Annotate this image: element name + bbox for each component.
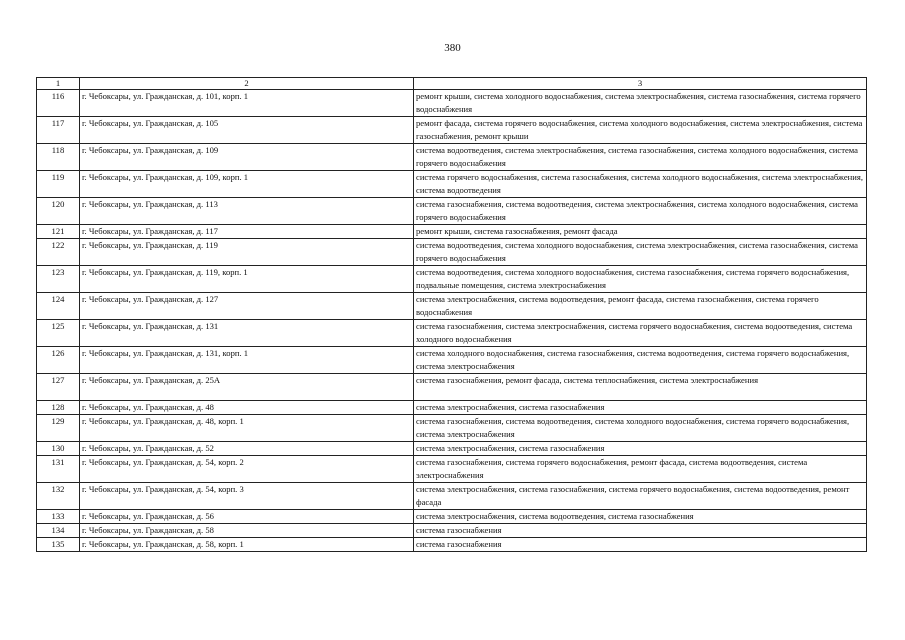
row-number-cell: 132 (37, 483, 80, 510)
row-number-cell: 116 (37, 90, 80, 117)
row-number-cell: 119 (37, 171, 80, 198)
address-cell: г. Чебоксары, ул. Гражданская, д. 117 (80, 225, 414, 239)
works-cell: система водоотведения, система электроснабжения, система газоснабжения, система холодного водоснабжения, система горячего водоснабжения (414, 144, 867, 171)
address-cell: г. Чебоксары, ул. Гражданская, д. 109, корп. 1 (80, 171, 414, 198)
table-row (37, 320, 867, 347)
table-row (37, 144, 867, 171)
column-header-number: 1 (37, 78, 80, 90)
table-row (37, 524, 867, 538)
works-cell: система газоснабжения, система горячего водоснабжения, ремонт фасада, система водоотведения, система электроснабжения (414, 456, 867, 483)
address-cell: г. Чебоксары, ул. Гражданская, д. 52 (80, 442, 414, 456)
address-cell: г. Чебоксары, ул. Гражданская, д. 54, корп. 2 (80, 456, 414, 483)
works-cell: система электроснабжения, система водоотведения, ремонт фасада, система газоснабжения, система горячего водоснабжения (414, 293, 867, 320)
table-row (37, 293, 867, 320)
address-cell: г. Чебоксары, ул. Гражданская, д. 119, корп. 1 (80, 266, 414, 293)
works-cell: система водоотведения, система холодного водоснабжения, система газоснабжения, система горячего водоснабжения, подвальные помещения, система электроснабжения (414, 266, 867, 293)
works-cell: система водоотведения, система холодного водоснабжения, система электроснабжения, система газоснабжения, система горячего водоснабжения (414, 239, 867, 266)
row-number-cell: 122 (37, 239, 80, 266)
row-number-cell: 126 (37, 347, 80, 374)
table-row (37, 90, 867, 117)
address-cell: г. Чебоксары, ул. Гражданская, д. 101, корп. 1 (80, 90, 414, 117)
table-row (37, 442, 867, 456)
works-cell: ремонт фасада, система горячего водоснабжения, система холодного водоснабжения, система электроснабжения, система газоснабжения, ремонт крыши (414, 117, 867, 144)
table-row (37, 171, 867, 198)
address-cell: г. Чебоксары, ул. Гражданская, д. 131 (80, 320, 414, 347)
table-row (37, 538, 867, 552)
table-row (37, 266, 867, 293)
works-cell: система газоснабжения, система водоотведения, система электроснабжения, система холодного водоснабжения, система горячего водоснабжения (414, 198, 867, 225)
works-cell: система горячего водоснабжения, система газоснабжения, система холодного водоснабжения, система электроснабжения, система водоотведения (414, 171, 867, 198)
address-cell: г. Чебоксары, ул. Гражданская, д. 54, корп. 3 (80, 483, 414, 510)
address-cell: г. Чебоксары, ул. Гражданская, д. 48 (80, 401, 414, 415)
address-cell: г. Чебоксары, ул. Гражданская, д. 25А (80, 374, 414, 401)
address-cell: г. Чебоксары, ул. Гражданская, д. 58, корп. 1 (80, 538, 414, 552)
row-number-cell: 128 (37, 401, 80, 415)
column-header-works: 3 (414, 78, 867, 90)
works-table (36, 77, 867, 552)
table-row (37, 510, 867, 524)
table-row (37, 456, 867, 483)
row-number-cell: 129 (37, 415, 80, 442)
row-number-cell: 130 (37, 442, 80, 456)
table-row (37, 415, 867, 442)
row-number-cell: 127 (37, 374, 80, 401)
table-row (37, 198, 867, 225)
row-number-cell: 131 (37, 456, 80, 483)
row-number-cell: 121 (37, 225, 80, 239)
row-number-cell: 133 (37, 510, 80, 524)
table-row (37, 401, 867, 415)
table-row (37, 483, 867, 510)
row-number-cell: 117 (37, 117, 80, 144)
column-header-address: 2 (80, 78, 414, 90)
table-row (37, 374, 867, 401)
works-cell: система холодного водоснабжения, система газоснабжения, система водоотведения, система горячего водоснабжения, система электроснабжения (414, 347, 867, 374)
works-cell: система газоснабжения, ремонт фасада, система теплоснабжения, система электроснабжения (414, 374, 867, 401)
works-cell: ремонт крыши, система холодного водоснабжения, система электроснабжения, система газоснабжения, система горячего водоснабжения (414, 90, 867, 117)
works-cell: система газоснабжения, система электроснабжения, система горячего водоснабжения, система водоотведения, система холодного водоснабжения (414, 320, 867, 347)
row-number-cell: 118 (37, 144, 80, 171)
address-cell: г. Чебоксары, ул. Гражданская, д. 109 (80, 144, 414, 171)
address-cell: г. Чебоксары, ул. Гражданская, д. 56 (80, 510, 414, 524)
row-number-cell: 120 (37, 198, 80, 225)
row-number-cell: 135 (37, 538, 80, 552)
address-cell: г. Чебоксары, ул. Гражданская, д. 113 (80, 198, 414, 225)
row-number-cell: 134 (37, 524, 80, 538)
table-row (37, 225, 867, 239)
works-cell: система газоснабжения (414, 524, 867, 538)
table-row (37, 347, 867, 374)
works-cell: система электроснабжения, система газоснабжения, система горячего водоснабжения, система водоотведения, ремонт фасада (414, 483, 867, 510)
address-cell: г. Чебоксары, ул. Гражданская, д. 127 (80, 293, 414, 320)
page-number: 380 (444, 42, 461, 54)
address-cell: г. Чебоксары, ул. Гражданская, д. 58 (80, 524, 414, 538)
address-cell: г. Чебоксары, ул. Гражданская, д. 131, корп. 1 (80, 347, 414, 374)
address-cell: г. Чебоксары, ул. Гражданская, д. 105 (80, 117, 414, 144)
table-header-row (37, 78, 867, 90)
row-number-cell: 125 (37, 320, 80, 347)
table-row (37, 117, 867, 144)
table-row (37, 239, 867, 266)
works-cell: система газоснабжения, система водоотведения, система холодного водоснабжения, система горячего водоснабжения, система электроснабжения (414, 415, 867, 442)
address-cell: г. Чебоксары, ул. Гражданская, д. 119 (80, 239, 414, 266)
address-cell: г. Чебоксары, ул. Гражданская, д. 48, корп. 1 (80, 415, 414, 442)
works-cell: система электроснабжения, система газоснабжения (414, 401, 867, 415)
row-number-cell: 123 (37, 266, 80, 293)
works-cell: система электроснабжения, система водоотведения, система газоснабжения (414, 510, 867, 524)
row-number-cell: 124 (37, 293, 80, 320)
works-cell: ремонт крыши, система газоснабжения, ремонт фасада (414, 225, 867, 239)
works-cell: система электроснабжения, система газоснабжения (414, 442, 867, 456)
works-cell: система газоснабжения (414, 538, 867, 552)
